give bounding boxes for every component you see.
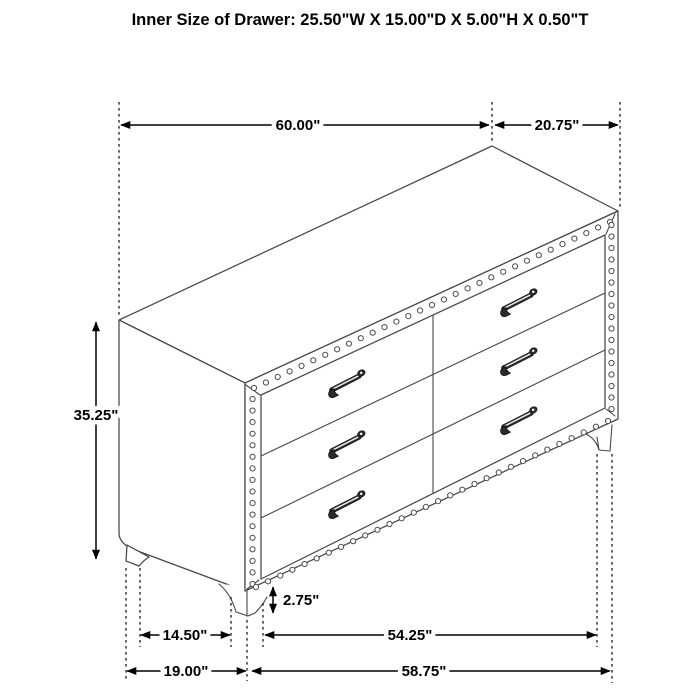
dimension-label-leg-height: 2.75" [283, 592, 320, 609]
dimension-label-floor-width: 58.75" [401, 663, 447, 680]
page-title: Inner Size of Drawer: 25.50"W X 15.00"D X 5.00"H X 0.50"T [131, 11, 589, 29]
dimension-label-top-depth: 20.75" [534, 117, 580, 134]
dimension-label-side-height: 35.25" [73, 407, 119, 424]
dimension-label-floor-depth: 19.00" [163, 663, 209, 680]
dimension-label-side-leg-spacing: 14.50" [162, 627, 208, 644]
dresser-illustration [119, 146, 618, 616]
dimension-label-top-width: 60.00" [275, 117, 321, 134]
dresser-front-left-leg [219, 584, 267, 616]
dimension-label-front-leg-spacing: 54.25" [387, 627, 433, 644]
